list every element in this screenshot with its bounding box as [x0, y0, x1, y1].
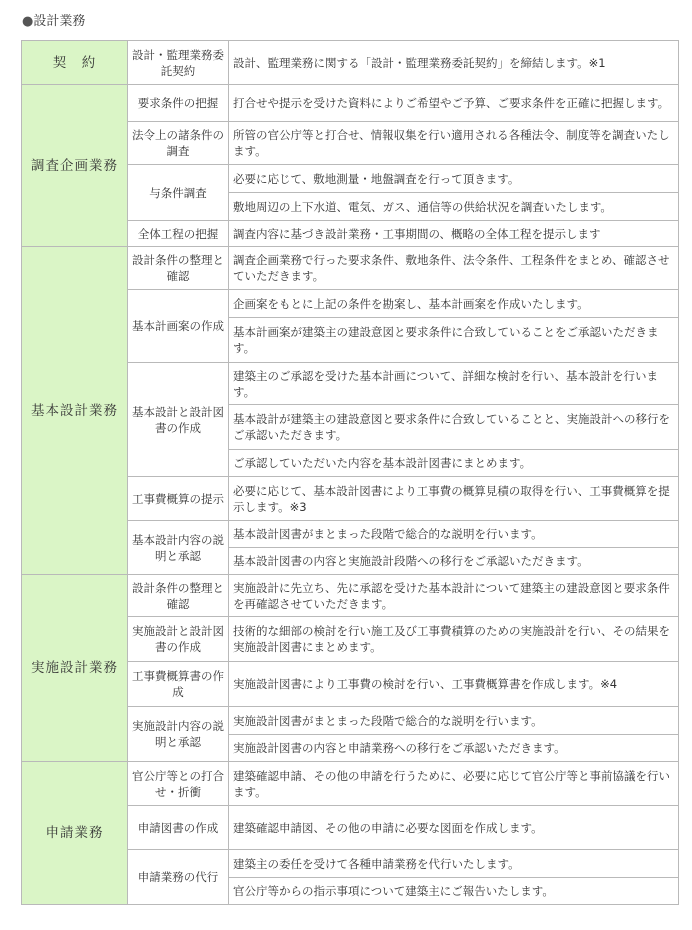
description-cell: 必要に応じて、基本設計図書により工事費の概算見積の取得を行い、工事費概算を提示します。※3	[229, 477, 679, 521]
description-cell: 基本設計図書がまとまった段階で総合的な説明を行います。	[229, 521, 679, 548]
subcategory-label: 基本計画案の作成	[128, 290, 229, 363]
subcategory-label: 基本設計と設計図書の作成	[128, 363, 229, 477]
subcategory-label: 実施設計内容の説明と承認	[128, 707, 229, 762]
subcategory-label: 設計・監理業務委託契約	[128, 41, 229, 85]
description-cell: 技術的な細部の検討を行い施工及び工事費積算のための実施設計を行い、その結果を実施設計図書にまとめます。	[229, 617, 679, 662]
subcategory-label: 法令上の諸条件の調査	[128, 122, 229, 165]
subcategory-label: 申請図書の作成	[128, 806, 229, 850]
description-cell: 官公庁等からの指示事項について建築主にご報告いたします。	[229, 878, 679, 905]
subcategory-label: 官公庁等との打合せ・折衝	[128, 762, 229, 806]
category-contract: 契 約	[22, 41, 128, 85]
description-cell: 実施設計図書がまとまった段階で総合的な説明を行います。	[229, 707, 679, 735]
description-cell: 調査内容に基づき設計業務・工事期間の、概略の全体工程を提示します	[229, 221, 679, 247]
category-research-planning: 調査企画業務	[22, 85, 128, 247]
subcategory-label: 工事費概算の提示	[128, 477, 229, 521]
page-title	[22, 10, 85, 29]
description-cell: 必要に応じて、敷地測量・地盤調査を行って頂きます。	[229, 165, 679, 193]
description-cell: ご承認していただいた内容を基本設計図書にまとめます。	[229, 450, 679, 477]
table-row	[22, 41, 679, 85]
description-cell: 実施設計図書の内容と申請業務への移行をご承認いただきます。	[229, 735, 679, 762]
description-cell: 所管の官公庁等と打合せ、情報収集を行い適用される各種法令、制度等を調査いたします。	[229, 122, 679, 165]
page-title-text: 設計業務	[33, 14, 86, 29]
table-row	[22, 575, 679, 617]
subcategory-label: 設計条件の整理と確認	[128, 247, 229, 290]
description-cell: 建築確認申請図、その他の申請に必要な図面を作成します。	[229, 806, 679, 850]
description-cell: 基本設計が建築主の建設意図と要求条件に合致していることと、実施設計への移行をご承認いただきます。	[229, 405, 679, 450]
description-cell: 基本計画案が建築主の建設意図と要求条件に合致していることをご承認いただきます。	[229, 318, 679, 363]
design-services-table	[21, 40, 679, 905]
table-row	[22, 762, 679, 806]
description-cell: 打合せや提示を受けた資料によりご希望やご予算、ご要求条件を正確に把握します。	[229, 85, 679, 122]
description-cell: 基本設計図書の内容と実施設計段階への移行をご承認いただきます。	[229, 548, 679, 575]
description-cell: 企画案をもとに上記の条件を勘案し、基本計画案を作成いたします。	[229, 290, 679, 318]
subcategory-label: 基本設計内容の説明と承認	[128, 521, 229, 575]
category-application: 申請業務	[22, 762, 128, 905]
subcategory-label: 実施設計と設計図書の作成	[128, 617, 229, 662]
subcategory-label: 工事費概算書の作成	[128, 662, 229, 707]
category-detailed-design: 実施設計業務	[22, 575, 128, 762]
subcategory-label: 申請業務の代行	[128, 850, 229, 905]
description-cell: 実施設計に先立ち、先に承認を受けた基本設計について建築主の建設意図と要求条件を再確認させていただきます。	[229, 575, 679, 617]
subcategory-label: 与条件調査	[128, 165, 229, 221]
description-cell: 建築主のご承認を受けた基本計画について、詳細な検討を行い、基本設計を行います。	[229, 363, 679, 405]
subcategory-label: 設計条件の整理と確認	[128, 575, 229, 617]
description-cell: 調査企画業務で行った要求条件、敷地条件、法令条件、工程条件をまとめ、確認させていただきます。	[229, 247, 679, 290]
table-row	[22, 85, 679, 122]
description-cell: 建築確認申請、その他の申請を行うために、必要に応じて官公庁等と事前協議を行います。	[229, 762, 679, 806]
subcategory-label: 全体工程の把握	[128, 221, 229, 247]
bullet-icon: ●	[22, 14, 34, 29]
description-cell: 敷地周辺の上下水道、電気、ガス、通信等の供給状況を調査いたします。	[229, 193, 679, 221]
category-basic-design: 基本設計業務	[22, 247, 128, 575]
description-cell: 実施設計図書により工事費の検討を行い、工事費概算書を作成します。※4	[229, 662, 679, 707]
description-cell: 設計、監理業務に関する「設計・監理業務委託契約」を締結します。※1	[229, 41, 679, 85]
subcategory-label: 要求条件の把握	[128, 85, 229, 122]
table-row	[22, 247, 679, 290]
description-cell: 建築主の委任を受けて各種申請業務を代行いたします。	[229, 850, 679, 878]
